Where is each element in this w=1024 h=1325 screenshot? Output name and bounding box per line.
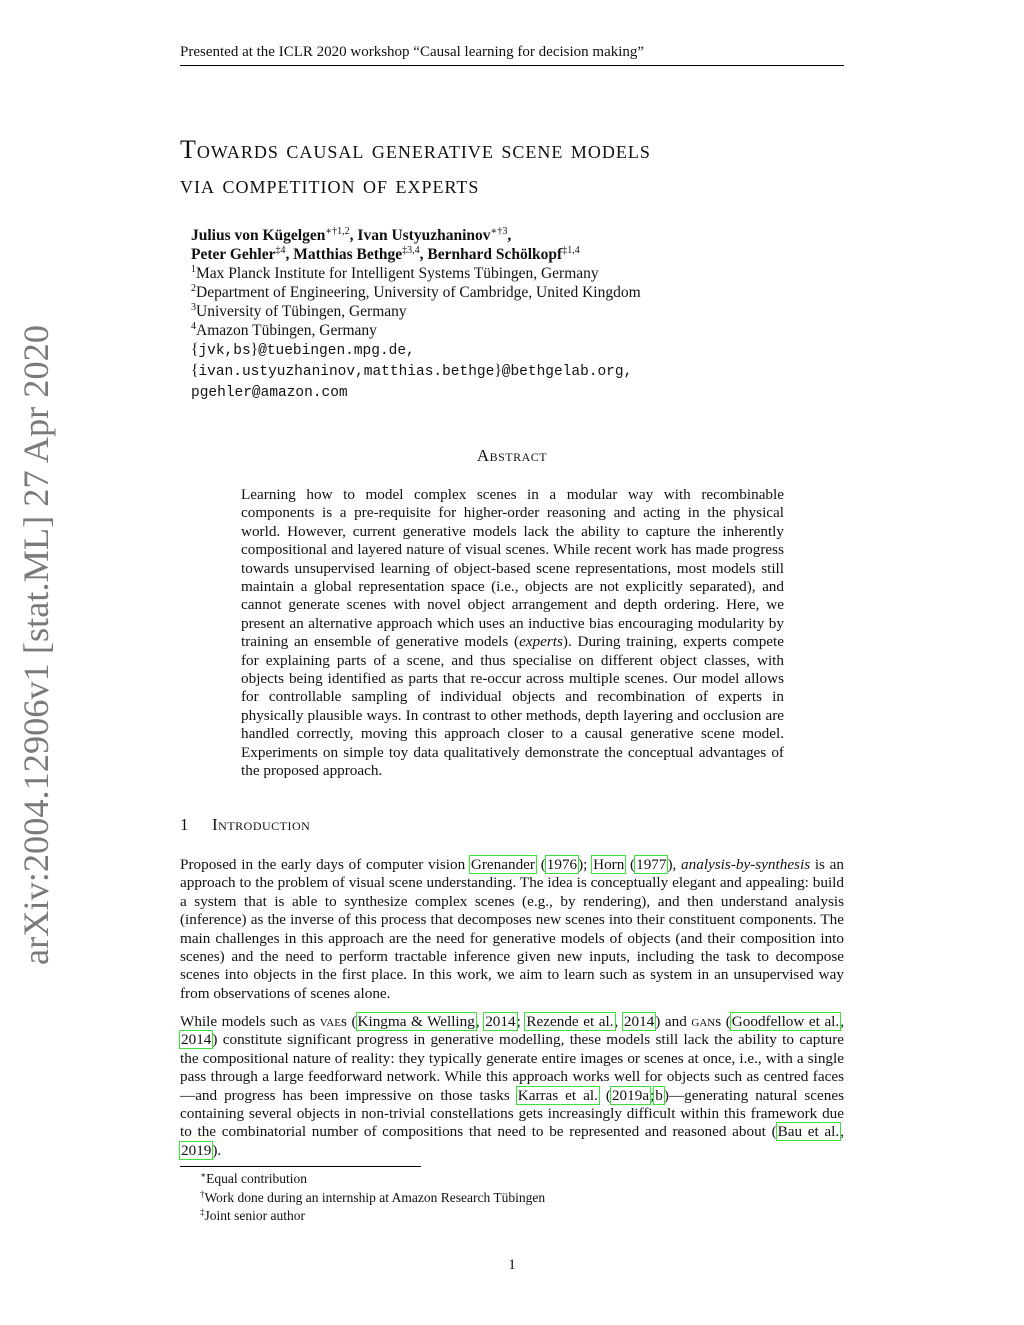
affiliation-text: Amazon Tübingen, Germany: [196, 322, 377, 339]
citation-link[interactable]: 2014: [485, 1013, 516, 1030]
emphasis-text: analysis-by-synthesis: [681, 856, 811, 873]
intro-paragraph-1: [180, 856, 844, 1003]
citation-link[interactable]: Karras et al.: [517, 1086, 598, 1104]
body-text: (: [625, 856, 636, 873]
author-row-1: [191, 226, 831, 245]
citation-link[interactable]: 2014: [181, 1031, 212, 1049]
affiliation-number: 3: [191, 302, 196, 313]
body-text: (: [535, 856, 546, 873]
footnote-rule: [180, 1166, 421, 1167]
footnote-mark: †: [200, 1188, 205, 1199]
acronym: vae: [319, 1013, 341, 1030]
affiliation-text: University of Tübingen, Germany: [196, 303, 407, 320]
body-text: )—generating natural scenes containing several objects in non-trivial constellations gets increasingly difficult within this framework due to the combinatorial number of compositions that need to be represented and reasoned about (: [180, 1086, 844, 1141]
footnote-text: Equal contribution: [206, 1171, 307, 1186]
affiliation-number: 1: [191, 264, 196, 275]
email-address[interactable]: jvk,bs: [198, 343, 251, 359]
body-text: );: [578, 856, 593, 873]
author-marks: ∗†1,2: [325, 226, 350, 237]
author-separator: ,: [349, 227, 358, 244]
email-domain[interactable]: @tuebingen.mpg.de,: [258, 343, 415, 359]
abstract-text: ). During training, experts compete for explaining parts of a scene, and thus specialise on different object classes, with objects being identified as parts that re-occur across multiple scenes. Our model allows for controllable sampling of individual objects and recombination of experts in physically plausible ways. In contrast to other methods, depth layering and occlusion are handled correctly, moving this approach closer to a causal generative scene model. Experiments on simple toy data qualitatively demonstrate the conceptual advantages of the proposed approach.: [241, 633, 785, 780]
affiliation-text: Max Planck Institute for Intelligent Systems Tübingen, Germany: [196, 265, 599, 282]
title-line-2: via competition of experts: [180, 170, 480, 199]
body-text: (: [598, 1086, 611, 1104]
abstract-emphasis: experts: [519, 633, 563, 651]
affiliation-number: 2: [191, 283, 196, 294]
body-text: ) and: [655, 1013, 692, 1030]
affiliation: [191, 302, 831, 321]
email-domain[interactable]: @bethgelab.org,: [501, 364, 633, 380]
arxiv-stamp-text: arXiv:2004.12906v1 [stat.ML] 27 Apr 2020: [16, 331, 56, 965]
body-text: ,: [840, 1123, 844, 1141]
email-brace: }: [494, 362, 502, 379]
body-text: s: [340, 1013, 347, 1030]
page-number: 1: [508, 1257, 516, 1273]
citation-link[interactable]: b: [655, 1086, 663, 1104]
email-line: [191, 382, 831, 403]
author-separator: ,: [285, 246, 294, 263]
email-address[interactable]: ivan.ustyuzhaninov,matthias.bethge: [198, 364, 495, 380]
title-line-1: Towards causal generative scene models: [180, 135, 651, 164]
body-text: is an approach to the problem of visual scene understanding. The idea is conceptually elegant and appealing: build a system that is able to synthesize complex scenes (e.g., by rendering), and then understand analysis (inference) as the inverse of this process that decomposes new scenes into their constituent components. The main challenges in this approach are the need for generative models of objects (and their composition into scenes) and the need to perform tractable inference given new inputs, including the task to decompose scenes into objects in the first place. In this work, we aim to learn such as system in an unsupervised way from observations of scenes alone.: [180, 856, 844, 1002]
section-heading: [180, 815, 780, 835]
citation-link[interactable]: Goodfellow et al.: [731, 1013, 840, 1030]
affiliation: [191, 321, 831, 340]
section-title: Introduction: [212, 815, 311, 834]
email-brace: {: [191, 341, 199, 358]
body-text: ),: [667, 856, 682, 873]
author-name: Ivan Ustyuzhaninov: [357, 227, 491, 244]
body-text: ;: [650, 1086, 655, 1104]
footnote-text: Work done during an internship at Amazon Research Tübingen: [204, 1189, 546, 1205]
author-name: Julius von Kügelgen: [191, 227, 326, 244]
author-block: [191, 226, 831, 403]
author-marks: ‡3,4: [402, 245, 420, 256]
body-text: ,: [614, 1013, 623, 1030]
email-brace: {: [191, 362, 199, 379]
body-text: ) constitute significant progress in generative modelling, these models still lack the ability to capture the compositional nature of reality: they typically generate entire images or scenes at once, i.e., with a single pass through a large feedforward network. While this approach works well for objects such as centred faces—and progress has been impressive on those tasks: [180, 1031, 844, 1104]
body-text: (: [721, 1013, 731, 1030]
citation-link[interactable]: Kingma & Welling: [357, 1013, 475, 1030]
citation-link[interactable]: Bau et al.: [777, 1123, 840, 1141]
paper-title: [180, 132, 844, 202]
citation-link[interactable]: Horn: [593, 856, 625, 873]
affiliation-number: 4: [191, 321, 196, 332]
citation-link[interactable]: 2019: [181, 1141, 212, 1159]
author-name: Matthias Bethge: [293, 246, 403, 263]
intro-paragraph-2: [180, 1013, 844, 1160]
citation-link[interactable]: Grenander: [470, 856, 535, 873]
citation-link[interactable]: Rezende et al.: [526, 1013, 614, 1030]
author-marks: ‡1,4: [562, 245, 580, 256]
footnote: [200, 1170, 800, 1189]
abstract-body: [241, 486, 784, 781]
body-text: s: [715, 1013, 722, 1030]
footnotes: [200, 1170, 800, 1226]
author-marks: ‡4: [275, 245, 286, 256]
author-marks: ∗†3: [490, 226, 508, 237]
citation-link[interactable]: 1977: [636, 856, 667, 873]
citation-link[interactable]: 1976: [546, 856, 578, 873]
affiliation: [191, 283, 831, 302]
author-separator: ,: [507, 227, 512, 244]
body-text: ).: [212, 1141, 222, 1159]
body-text: ,: [475, 1013, 485, 1030]
affiliation: [191, 264, 831, 283]
arxiv-stamp: [4, 320, 66, 970]
email-line: [191, 361, 831, 382]
footnote-mark: ‡: [200, 1207, 205, 1217]
email-line: [191, 340, 831, 361]
body-text: Proposed in the early days of computer vision: [180, 856, 470, 873]
acronym: gan: [691, 1013, 716, 1030]
author-name: Peter Gehler: [191, 246, 276, 263]
abstract-heading: Abstract: [476, 446, 548, 465]
author-row-2: [191, 245, 831, 264]
email-address[interactable]: pgehler@amazon.com: [191, 385, 348, 401]
section-number: 1: [180, 815, 189, 834]
author-separator: ,: [419, 246, 428, 263]
author-name: Bernhard Schölkopf: [427, 246, 563, 263]
running-header: Presented at the ICLR 2020 workshop “Causal learning for decision making”: [180, 44, 844, 66]
body-text: While models such as: [180, 1013, 320, 1030]
body-text: ;: [516, 1013, 526, 1030]
citation-link[interactable]: 2019a: [611, 1086, 650, 1104]
footnote-mark: ∗: [200, 1170, 207, 1180]
footnote: [200, 1207, 800, 1226]
abstract-text: Learning how to model complex scenes in a modular way with recombinable components is a pre-requisite for higher-order reasoning and acting in the physical world. However, current generative models lack the ability to capture the inherently compositional and layered nature of visual scenes. While recent work has made progress towards unsupervised learning of object-based scene representations, most models still maintain a global representation space (i.e., objects are not explicitly separated), and cannot generate scenes with novel object arrangement and depth ordering. Here, we present an alternative approach which uses an inductive bias encouraging modularity by training an ensemble of generative models (: [241, 486, 784, 651]
email-brace: }: [250, 341, 259, 358]
footnote: [200, 1189, 800, 1208]
citation-link[interactable]: 2014: [623, 1013, 655, 1030]
body-text: (: [346, 1013, 357, 1030]
affiliation-text: Department of Engineering, University of Cambridge, United Kingdom: [196, 284, 641, 301]
body-text: ,: [840, 1013, 844, 1030]
footnote-text: Joint senior author: [204, 1208, 305, 1223]
